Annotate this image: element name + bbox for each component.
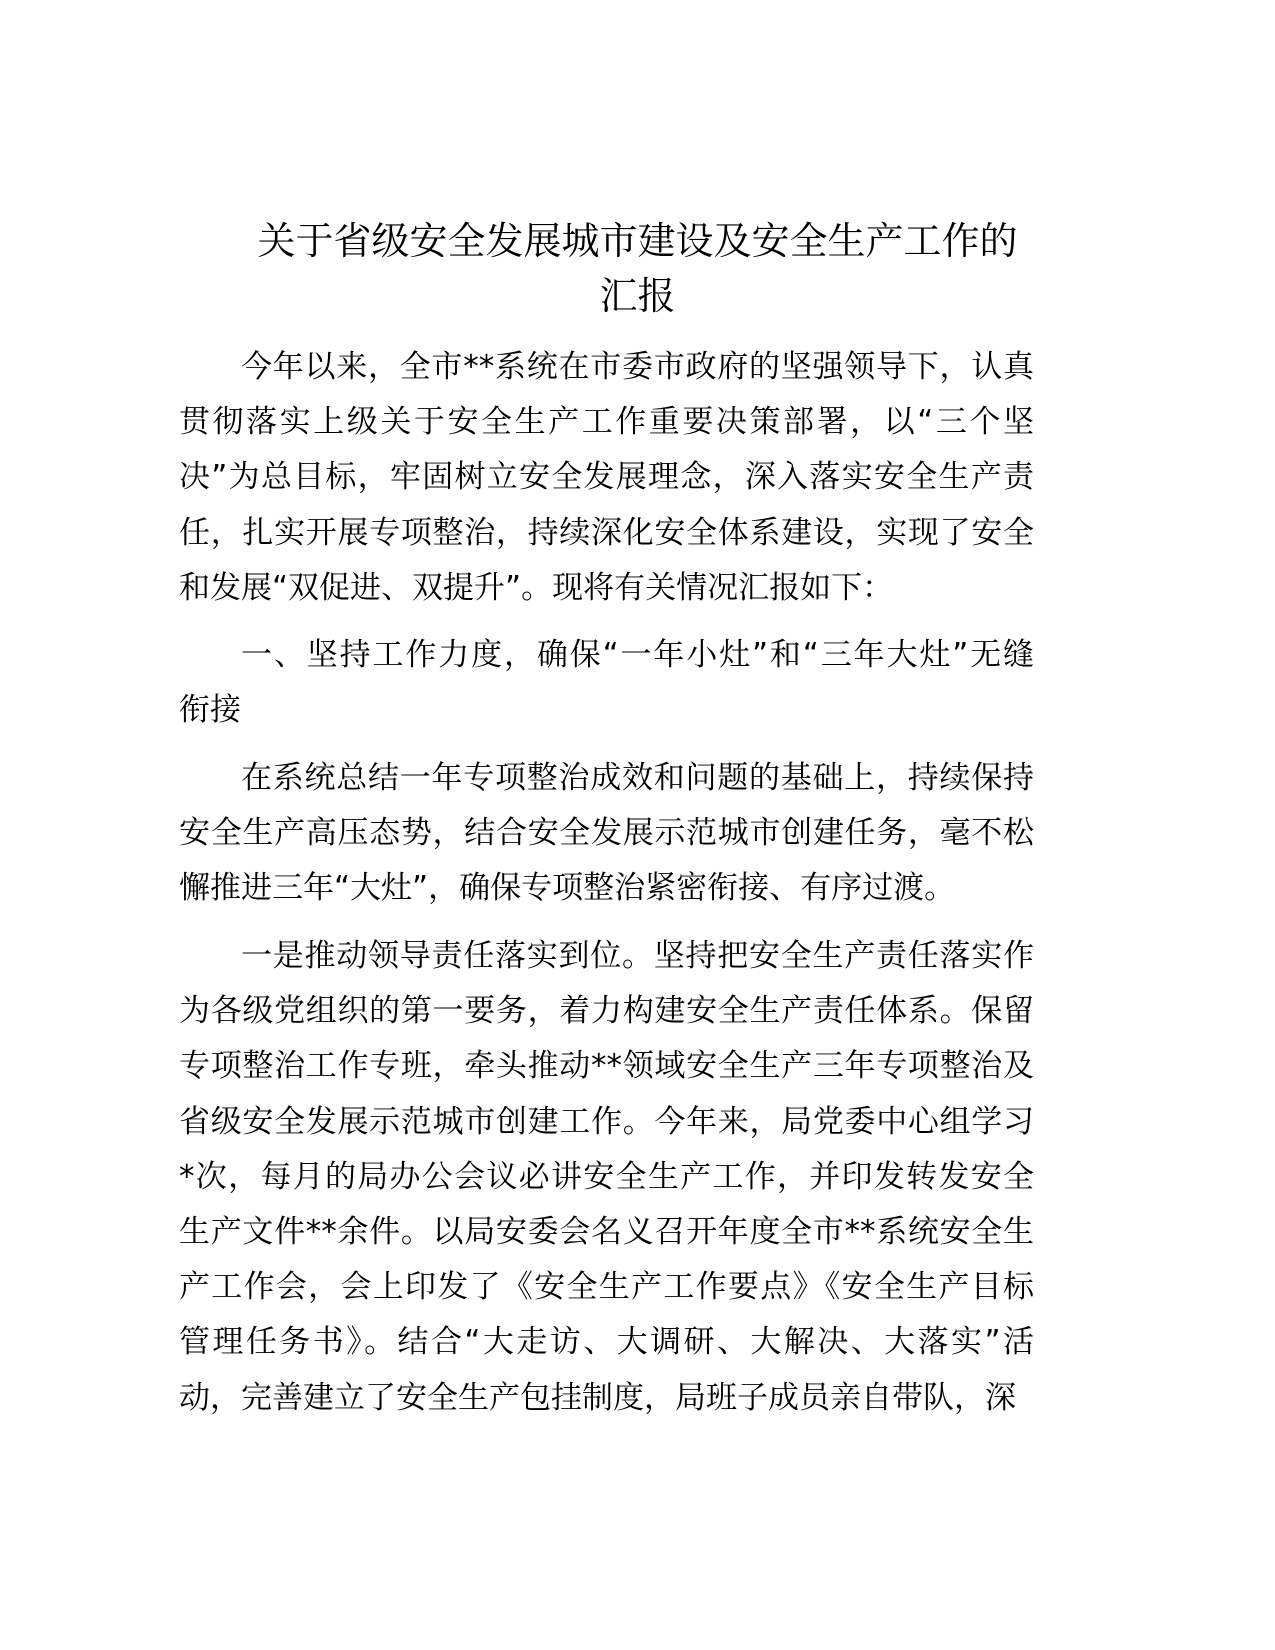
paragraph-1-line: 决”为总目标，牢固树立安全发展理念，深入落实安全生产责 <box>179 459 1034 496</box>
paragraph-4-line: 省级安全发展示范城市创建工作。今年来，局党委中心组学习 <box>179 1103 1034 1140</box>
paragraph-1-line: 任，扎实开展专项整治，持续深化安全体系建设，实现了安全 <box>179 514 1034 551</box>
paragraph-1-line: 今年以来，全市**系统在市委市政府的坚强领导下，认真 <box>241 349 1034 385</box>
paragraph-3-line: 懈推进三年“大灶”，确保专项整治紧密衔接、有序过渡。 <box>179 870 956 907</box>
paragraph-1-line: 贯彻落实上级关于安全生产工作重要决策部署，以“三个坚 <box>179 404 1034 441</box>
document-title-line-1: 关于省级安全发展城市建设及安全生产工作的 <box>257 219 1018 263</box>
paragraph-2-line: 衔接 <box>179 692 241 729</box>
paragraph-4-line: 生产文件**余件。以局安委会名义召开年度全市**系统安全生 <box>179 1214 1034 1250</box>
paragraph-4-line: 为各级党组织的第一要务，着力构建安全生产责任体系。保留 <box>179 993 1034 1030</box>
paragraph-4-line: 动，完善建立了安全生产包挂制度，局班子成员亲自带队，深 <box>179 1379 1016 1416</box>
paragraph-1-line: 和发展“双促进、双提升”。现将有关情况汇报如下： <box>179 569 894 606</box>
paragraph-4-line: 管理任务书》。结合“大走访、大调研、大解决、大落实”活 <box>179 1324 1034 1361</box>
paragraph-4-line: 产工作会，会上印发了《安全生产工作要点》《安全生产目标 <box>179 1269 1034 1306</box>
document-title-line-2: 汇报 <box>599 274 676 318</box>
paragraph-4-line: 一是推动领导责任落实到位。坚持把安全生产责任落实作 <box>241 938 1034 974</box>
paragraph-2-line: 一、坚持工作力度，确保“一年小灶”和“三年大灶”无缝 <box>241 637 1034 673</box>
paragraph-4-line: 专项整治工作专班，牵头推动**领域安全生产三年专项整治及 <box>179 1048 1034 1085</box>
paragraph-3-line: 安全生产高压态势，结合安全发展示范城市创建任务，毫不松 <box>179 815 1034 852</box>
paragraph-3-line: 在系统总结一年专项整治成效和问题的基础上，持续保持 <box>241 760 1034 796</box>
paragraph-4-line: *次，每月的局办公会议必讲安全生产工作，并印发转发安全 <box>179 1158 1034 1195</box>
